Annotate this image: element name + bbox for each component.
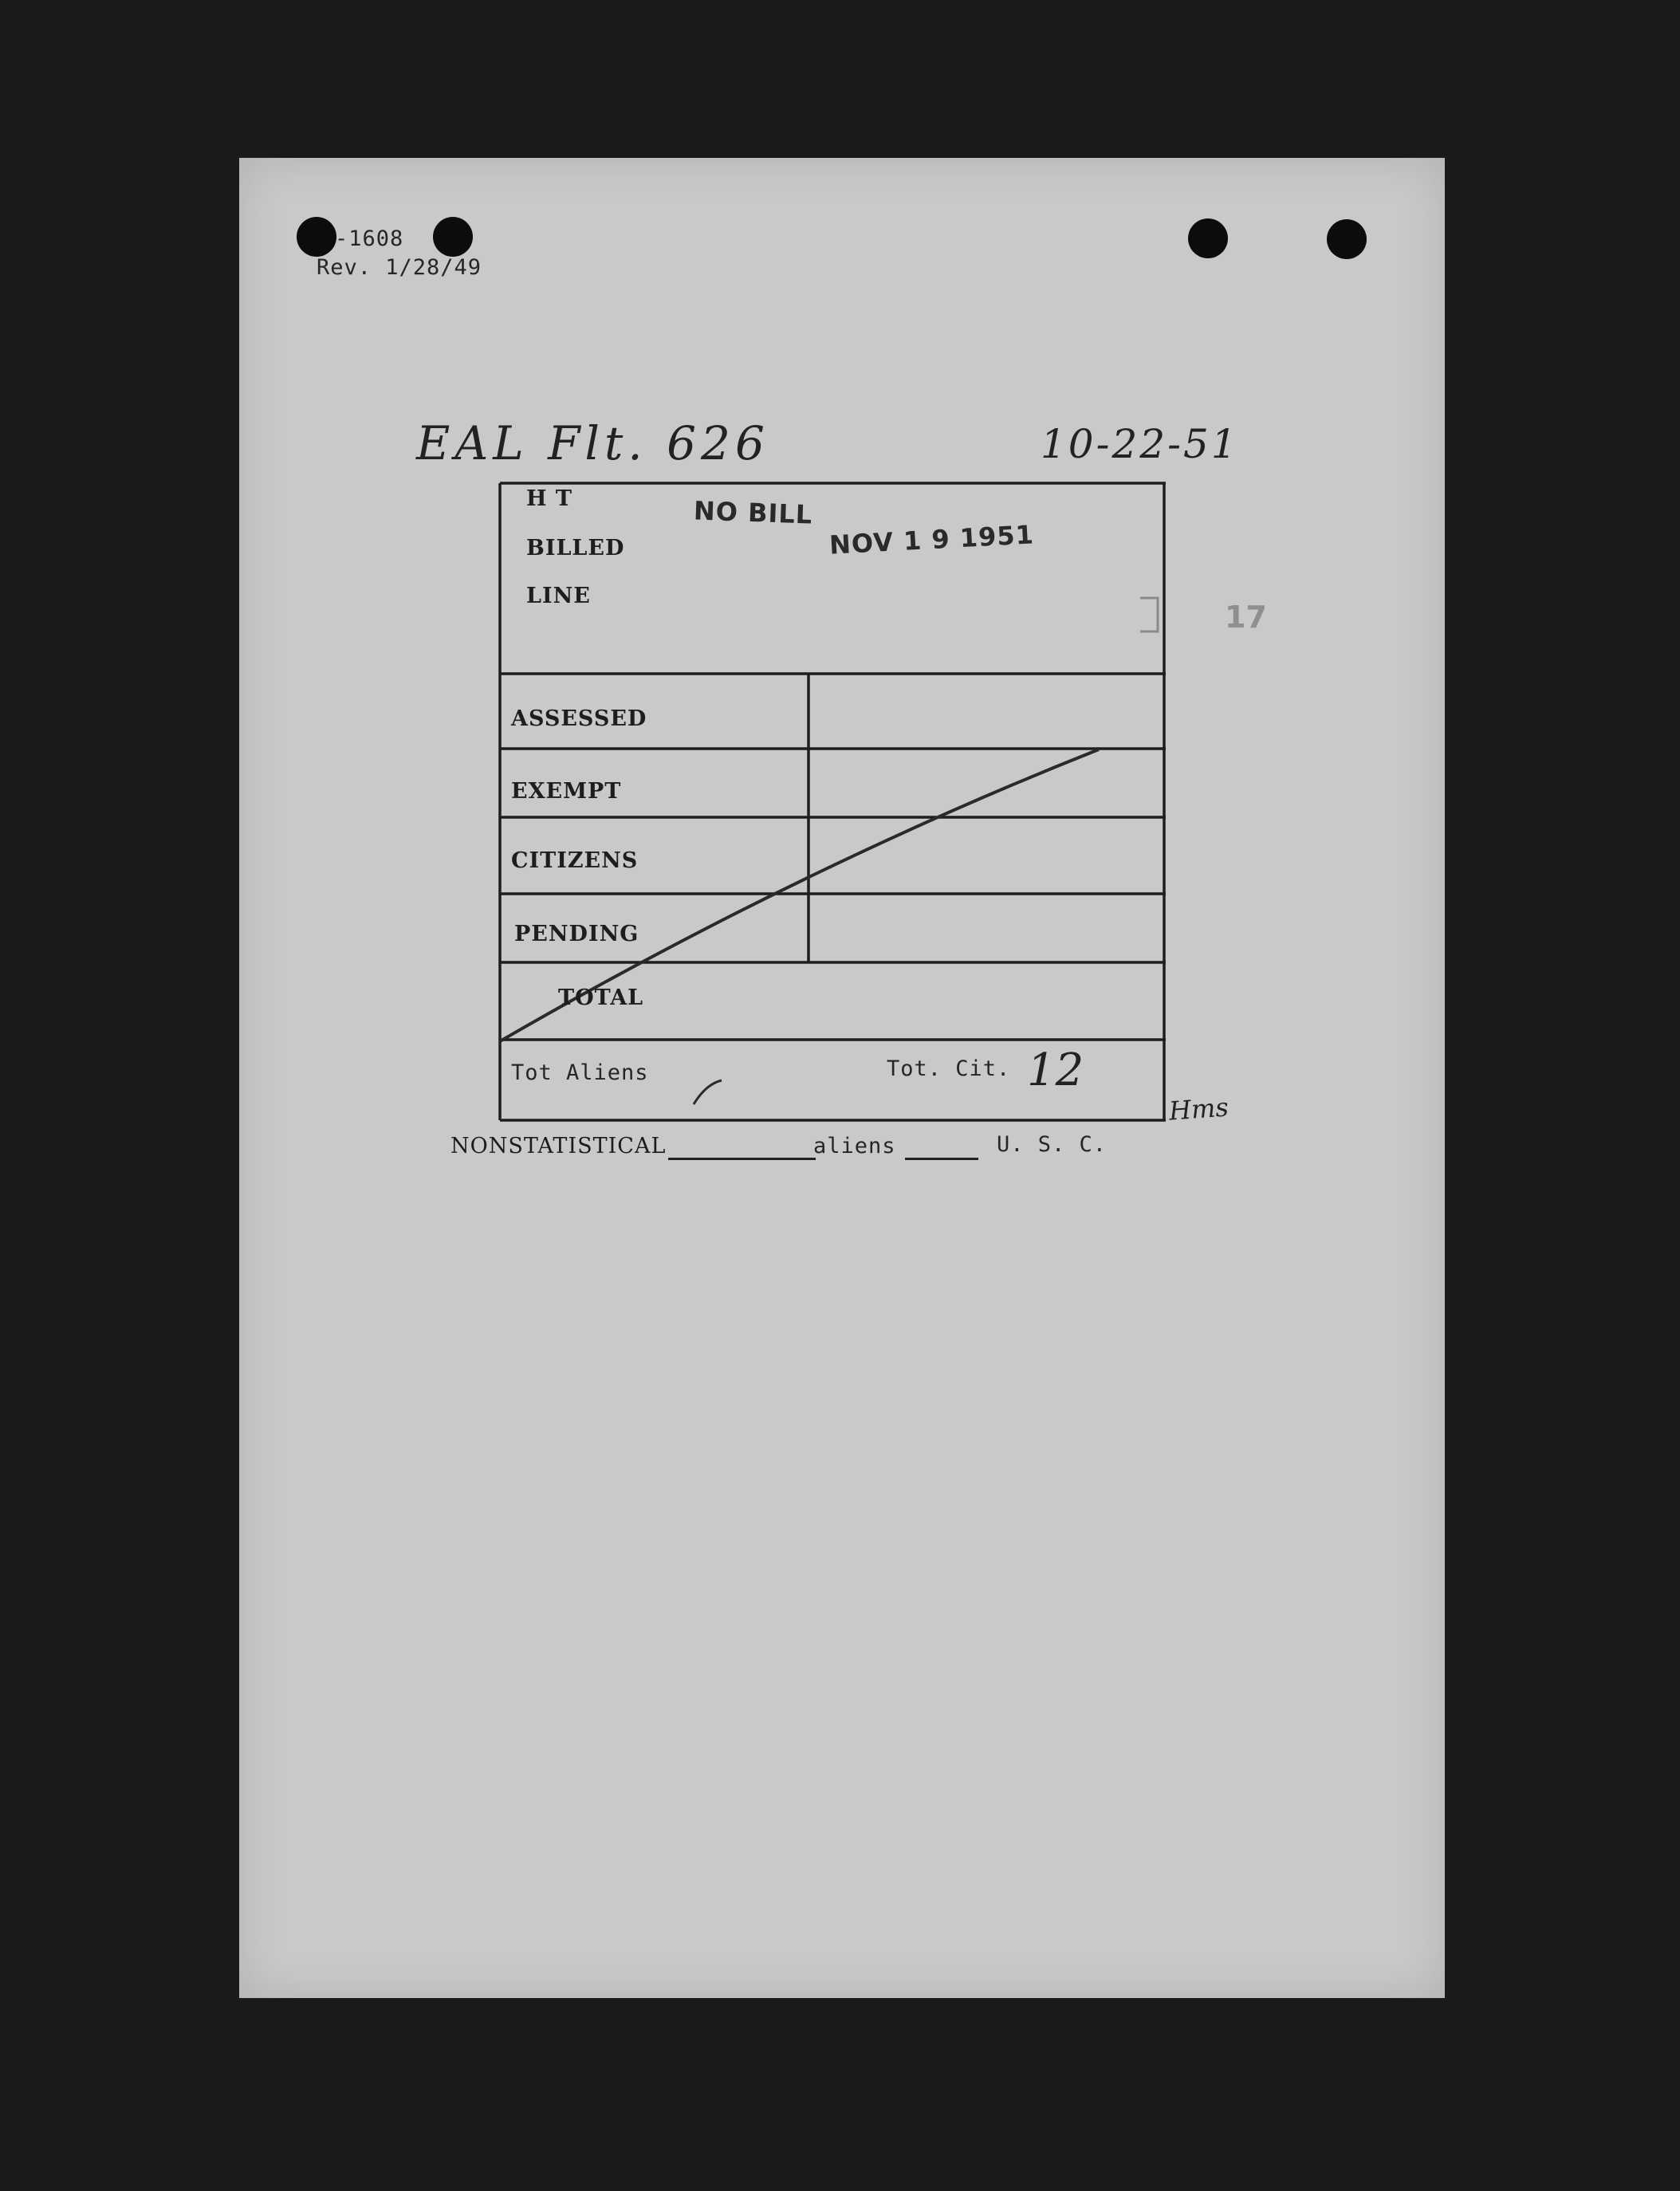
label-total: TOTAL xyxy=(558,985,644,1010)
stamp-number: 17 xyxy=(1225,600,1267,635)
bracket-mark xyxy=(1140,598,1158,631)
handwritten-total-citizens: 12 xyxy=(1027,1044,1084,1096)
label-billed: BILLED xyxy=(526,536,625,561)
row-label-assessed: ASSESSED xyxy=(511,706,647,731)
blank-line-nonstatistical xyxy=(668,1158,816,1160)
row-label-pending: PENDING xyxy=(514,922,639,946)
form-revision: Rev. 1/28/49 xyxy=(317,255,482,280)
handwritten-date: 10-22-51 xyxy=(1041,421,1239,467)
blank-line-aliens xyxy=(905,1158,978,1160)
label-usc: U. S. C. xyxy=(997,1132,1108,1157)
stamp-no-bill: NO BILL xyxy=(693,495,813,530)
row-label-citizens: CITIZENS xyxy=(511,848,639,873)
stamp-date: NOV 1 9 1951 xyxy=(828,519,1035,561)
aliens-tick-mark xyxy=(694,1080,722,1104)
label-nonstatistical: NONSTATISTICAL xyxy=(450,1134,667,1158)
label-aliens: aliens xyxy=(813,1134,896,1158)
handwritten-flight: EAL Flt. 626 xyxy=(416,416,769,470)
label-ht: H T xyxy=(526,486,573,511)
handwritten-initials: Hms xyxy=(1167,1092,1230,1127)
form-number: -1608 xyxy=(335,226,404,251)
row-label-exempt: EXEMPT xyxy=(511,779,622,804)
label-tot-cit: Tot. Cit. xyxy=(887,1056,1011,1081)
label-tot-aliens: Tot Aliens xyxy=(511,1060,649,1085)
label-line: LINE xyxy=(526,584,591,608)
